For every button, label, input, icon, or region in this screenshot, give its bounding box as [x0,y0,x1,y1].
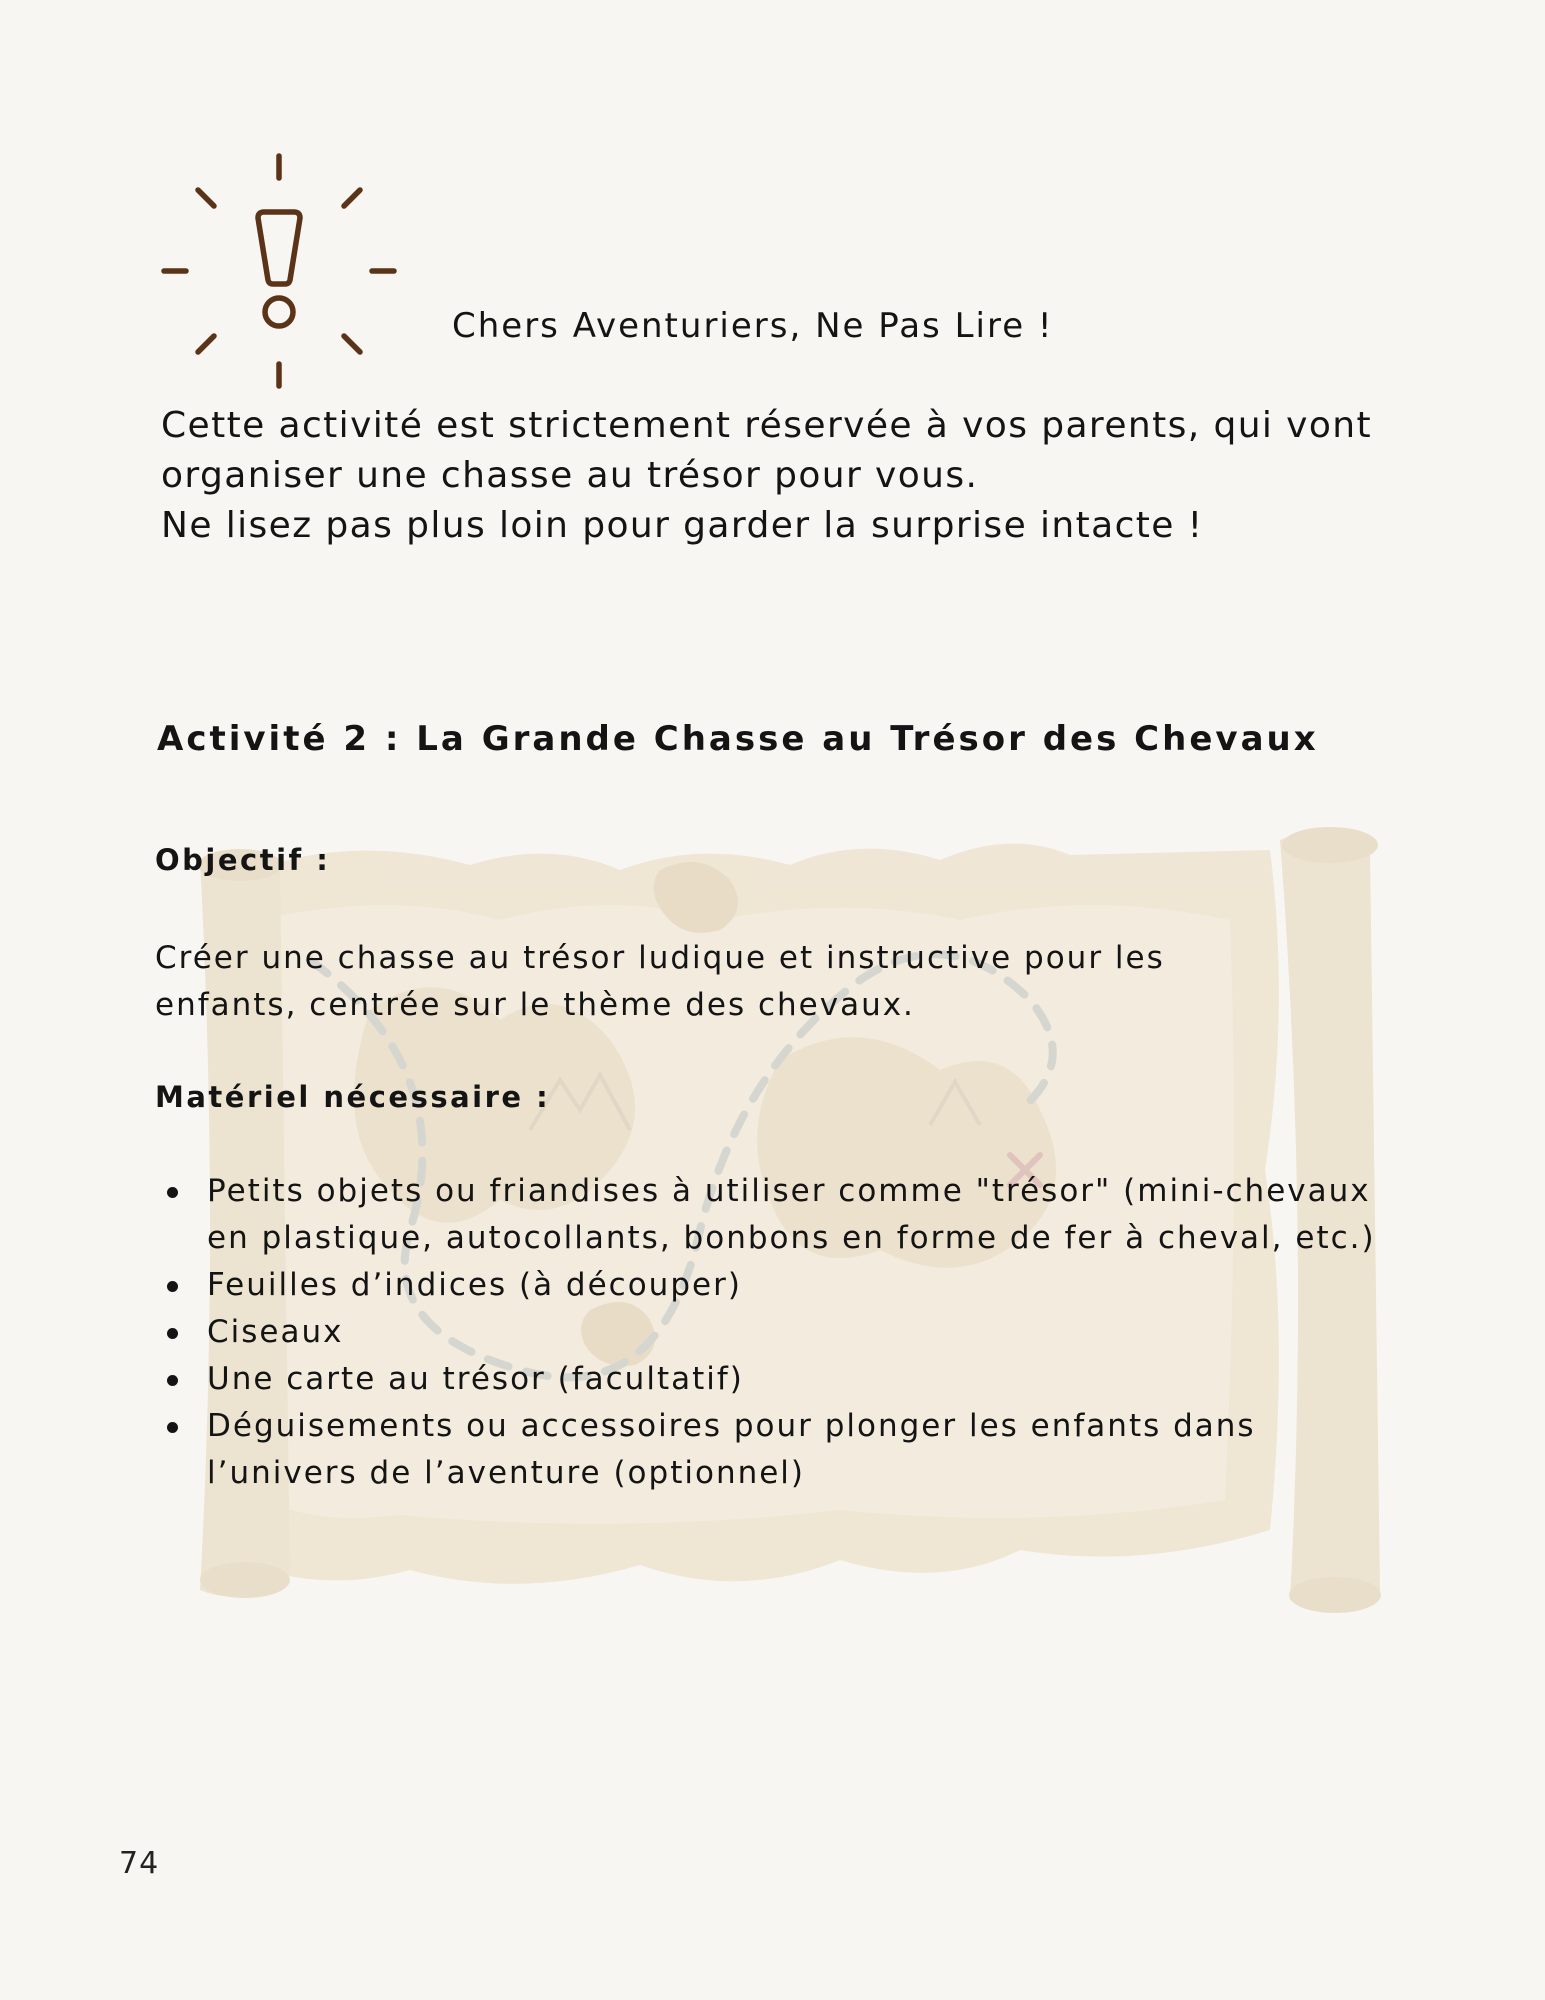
warning-title: Chers Aventuriers, Ne Pas Lire ! [452,306,1054,346]
warning-line: organiser une chasse au trésor pour vous. [161,455,979,496]
list-item: Feuilles d’indices (à découper) [155,1262,1405,1309]
list-item: Déguisements ou accessoires pour plonger les enfants dans l’univers de l’aventure (optionnel) [155,1403,1405,1497]
materials-label: Matériel nécessaire : [155,1080,551,1114]
warning-line: Ne lisez pas plus loin pour garder la surprise intacte ! [161,505,1204,546]
objective-text [155,935,1395,1029]
list-item: Ciseaux [155,1309,1405,1356]
exclamation-burst-icon [158,150,404,396]
list-item: Une carte au trésor (facultatif) [155,1356,1405,1403]
materials-list [155,1168,1405,1497]
warning-paragraph [161,401,1421,551]
warning-line: Cette activité est strictement réservée à vos parents, qui vont [161,405,1373,446]
objective-label: Objectif : [155,843,331,877]
activity-title: Activité 2 : La Grande Chasse au Trésor des Chevaux [157,719,1319,759]
page-number: 74 [119,1846,160,1881]
list-item: Petits objets ou friandises à utiliser comme "trésor" (mini-chevaux en plastique, autocollants, bonbons en forme de fer à cheval, etc.) [155,1168,1405,1262]
objective-paragraph: Créer une chasse au trésor ludique et instructive pour les enfants, centrée sur le thème des chevaux. [155,940,1165,1023]
